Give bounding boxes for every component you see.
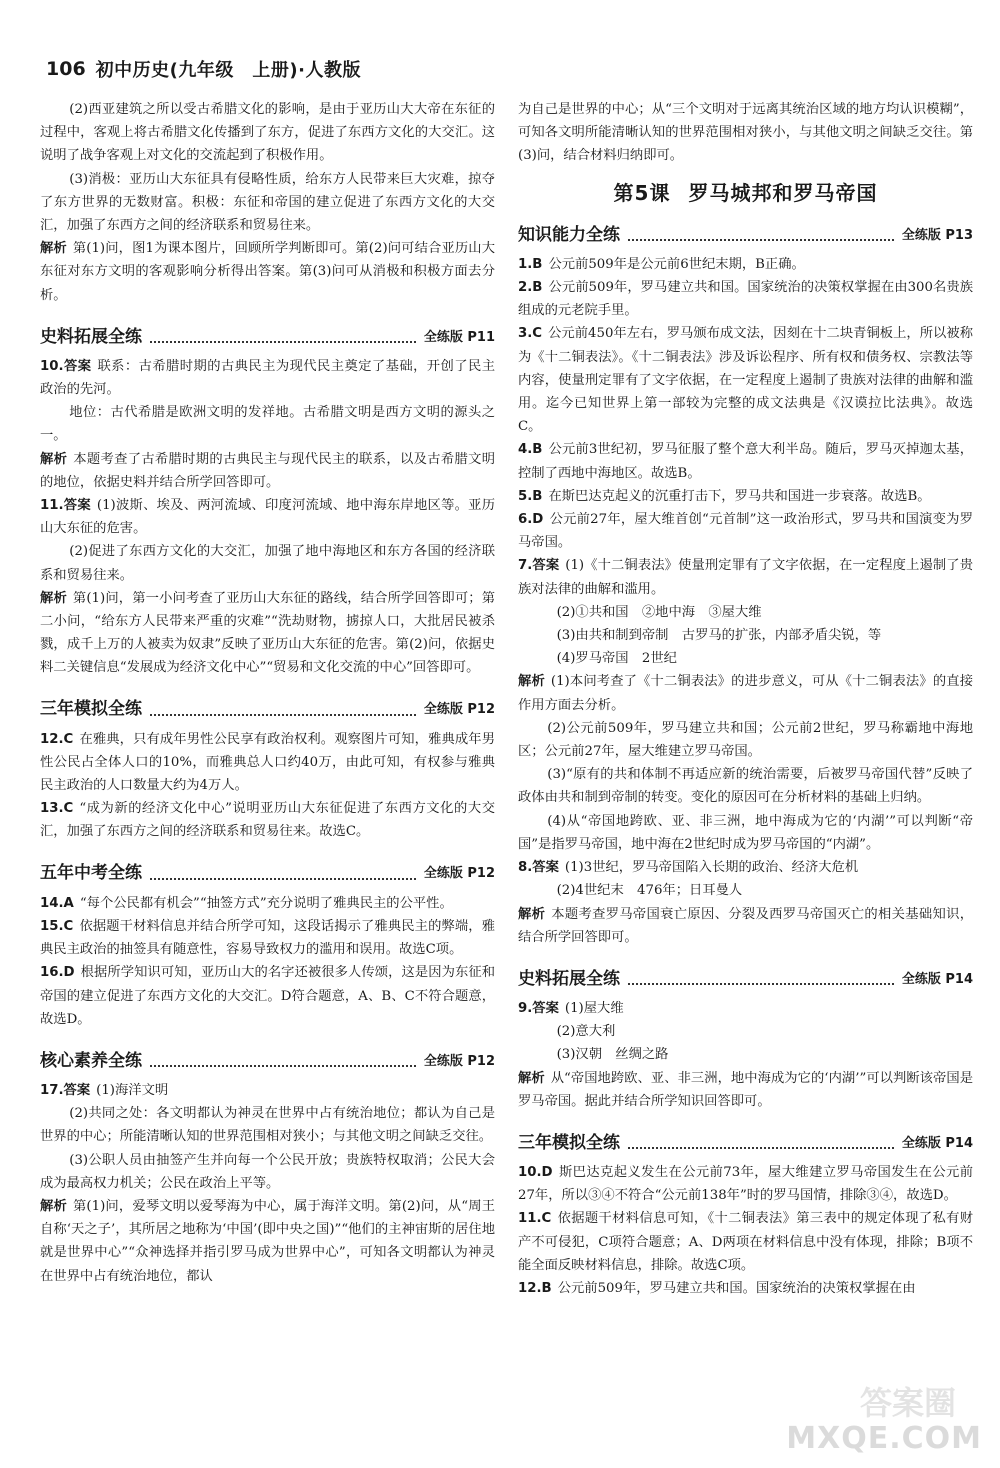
- question-label: 7.答案: [518, 558, 560, 574]
- section-divider: [628, 983, 894, 985]
- analysis-label: 解析: [518, 1070, 545, 1086]
- section-heading: [40, 321, 495, 349]
- answer-text: (1)屋大维: [564, 1000, 624, 1016]
- answer-item: [40, 961, 495, 1031]
- analysis-paragraph: [518, 670, 973, 716]
- question-label: 14.A: [40, 895, 74, 911]
- answer-item: [518, 554, 973, 600]
- answer-item: [518, 438, 973, 484]
- section-divider: [150, 878, 416, 880]
- answer-paragraph: (2)共同之处：各文明都认为神灵在世界中占有统治地位；都认为自己是世界的中心；所能清晰认知的世界范围相对狭小；与其他文明之间缺乏交往。: [40, 1106, 495, 1145]
- question-label: 5.B: [518, 488, 543, 504]
- section-title: 五年中考全练: [40, 863, 142, 884]
- answer-text: (1)海洋文明: [96, 1082, 169, 1098]
- section-title: 三年模拟全练: [40, 699, 142, 720]
- answer-item: [518, 1277, 973, 1300]
- answer-item: [518, 856, 973, 879]
- question-label: 8.答案: [518, 860, 559, 876]
- section-title: 核心素养全练: [40, 1050, 142, 1071]
- answer-paragraph: 地位：古代希腊是欧洲文明的发祥地。古希腊文明是西方文明的源头之一。: [40, 405, 495, 444]
- answer-item: [40, 355, 495, 401]
- analysis-label: 解析: [40, 1198, 67, 1214]
- analysis-paragraph: [518, 1067, 973, 1113]
- analysis-text: 第(1)问，爱琴文明以爱琴海为中心，属于海洋文明。第(2)问，从“周王自称‘天之子’，其所居之地称为‘中国’(即中央之国)”“他们的主神宙斯的居住地就是世界中心”“众神选择并指引罗马成为世界中心”，可知各文明都认为神灵在世界中占有统治地位，都认: [40, 1198, 496, 1284]
- section-heading: [40, 694, 495, 722]
- answer-item: [518, 997, 973, 1020]
- analysis-label: 解析: [40, 451, 68, 467]
- book-title: 初中历史(九年级 上册)·人教版: [95, 60, 361, 81]
- lesson-title: [518, 182, 973, 205]
- question-label: 1.B: [518, 256, 543, 272]
- question-label: 11.C: [518, 1211, 552, 1227]
- answer-text: 公元前509年是公元前6世纪末期，B正确。: [548, 256, 805, 272]
- continued-paragraph: 为自己是世界的中心；从“三个文明对于远离其统治区域的地方均认识模糊”，可知各文明所能清晰认知的世界范围相对狭小，与其他文明之间缺乏交往。第(3)问，结合材料归纳即可。: [518, 102, 973, 164]
- answer-text: (1)波斯、埃及、两河流域、印度河流域、地中海东岸地区等。亚历山大东征的危害。: [40, 498, 495, 537]
- answer-paragraph: (2)西亚建筑之所以受古希腊文化的影响，是由于亚历山大大帝在东征的过程中，客观上将古希腊文化传播到了东方，促进了东西方文化的大交汇。这说明了战争客观上对文化的交流起到了积极作用。: [40, 102, 495, 164]
- answer-item: [518, 1207, 973, 1277]
- answer-text: 在斯巴达克起义的沉重打击下，罗马共和国进一步衰落。故选B。: [548, 488, 931, 504]
- section-title: 三年模拟全练: [518, 1132, 620, 1153]
- answer-paragraph: (2)促进了东西方文化的大交汇，加强了地中海地区和东方各国的经济联系和贸易往来。: [40, 544, 495, 583]
- answer-text: 联系：古希腊时期的古典民主为现代民主奠定了基础，开创了民主政治的先河。: [40, 358, 495, 398]
- answer-item: [518, 1161, 973, 1207]
- answer-text: 公元前27年，屋大维首创“元首制”这一政治形式，罗马共和国演变为罗马帝国。: [518, 512, 973, 551]
- answer-paragraph: (3)汉朝 丝绸之路: [556, 1047, 669, 1063]
- analysis-paragraph: [40, 448, 495, 494]
- answer-item: [40, 1079, 495, 1102]
- answer-item: [40, 728, 495, 798]
- section-ref: 全练版 P12: [423, 702, 495, 718]
- left-column: [40, 98, 495, 1288]
- section-ref: 全练版 P12: [423, 1053, 495, 1069]
- section-divider: [628, 1147, 894, 1149]
- question-label: 10.D: [518, 1164, 553, 1180]
- answer-paragraph: (2)①共和国 ②地中海 ③屋大维: [556, 604, 762, 620]
- section-divider: [150, 714, 416, 716]
- question-label: 10.答案: [40, 358, 92, 374]
- question-label: 11.答案: [40, 498, 91, 514]
- question-label: 4.B: [518, 442, 543, 458]
- answer-text: 根据所学知识可知，亚历山大的名字还被很多人传颂，这是因为东征和帝国的建立促进了东西方文化的大交汇。D符合题意，A、B、C不符合题意，故选D。: [40, 965, 495, 1027]
- answer-item: [40, 892, 495, 915]
- section-title: 史料拓展全练: [40, 326, 142, 347]
- answer-text: 依据题干材料信息并结合所学可知，这段话揭示了雅典民主的弊端，雅典民主政治的抽签具有随意性，容易导致权力的滥用和误用。故选C项。: [40, 918, 495, 958]
- answer-text: 公元前3世纪初，罗马征服了整个意大利半岛。随后，罗马灭掉迦太基，控制了西地中海地区。故选B。: [518, 442, 973, 481]
- page-number: 106: [46, 58, 86, 80]
- page-header: [46, 52, 361, 86]
- question-label: 3.C: [518, 326, 543, 342]
- analysis-text: 第(1)问，第一小问考查了亚历山大东征的路线，结合所学回答即可；第二小问，“给东方人民带来严重的灾难”“洗劫财物，掳掠人口，大批居民被杀戮，成千上万的人被卖为奴隶”反映了亚历山大东征的危害。第(2)问，依据史料二关键信息“发展成为经济文化中心”“贸易和文化交流的中心”回答即可。: [40, 590, 495, 676]
- answer-item: [518, 276, 973, 322]
- section-heading: [518, 1127, 973, 1155]
- analysis-label: 解析: [40, 590, 67, 606]
- answer-paragraph: (4)罗马帝国 2世纪: [556, 651, 677, 667]
- answer-text: 公元前450年左右，罗马颁布成文法，因刻在十二块青铜板上，所以被称为《十二铜表法》。《十二铜表法》涉及诉讼程序、所有权和债务权、宗教法等内容，使量刑定罪有了文字依据，在一定程度上遏制了贵族对法律的曲解和滥用。迄今已知世界上第一部较为完整的成文法典是《汉谟拉比法典》。故选C。: [518, 326, 973, 435]
- section-divider: [150, 1065, 416, 1067]
- question-label: 16.D: [40, 965, 75, 981]
- analysis-text: 本题考查了古希腊时期的古典民主与现代民主的联系，以及古希腊文明的地位，依据史料并结合所学回答即可。: [40, 451, 496, 490]
- answer-text: “每个公民都有机会”“抽签方式”充分说明了雅典民主的公平性。: [79, 895, 453, 911]
- analysis-label: 解析: [518, 674, 545, 690]
- question-label: 9.答案: [518, 1000, 559, 1016]
- lesson-number: 第5课: [613, 180, 671, 205]
- section-heading: [40, 1045, 495, 1073]
- section-ref: 全练版 P12: [423, 866, 495, 882]
- section-heading: [518, 219, 973, 247]
- answer-paragraph: (3)由共和制到帝制 古罗马的扩张，内部矛盾尖锐，等: [556, 628, 882, 644]
- section-ref: 全练版 P14: [901, 971, 973, 987]
- section-divider: [150, 341, 416, 343]
- lesson-name: 罗马城邦和罗马帝国: [688, 180, 878, 205]
- section-divider: [628, 239, 894, 241]
- answer-text: 公元前509年，罗马建立共和国。国家统治的决策权掌握在由300名贵族组成的元老院手里。: [518, 280, 973, 319]
- analysis-paragraph: [518, 903, 973, 949]
- analysis-paragraph: (3)“原有的共和体制不再适应新的统治需要，后被罗马帝国代替”反映了政体由共和制到帝制的转变。变化的原因可在分析材料的基础上归纳。: [518, 767, 973, 806]
- analysis-paragraph: (4)从“帝国地跨欧、亚、非三洲，地中海成为它的‘内湖’”可以判断“帝国”是指罗马帝国，地中海在2世纪时成为罗马帝国的“内湖”。: [518, 813, 973, 852]
- question-label: 6.D: [518, 512, 544, 528]
- answer-item: [40, 915, 495, 961]
- question-label: 17.答案: [40, 1082, 91, 1098]
- answer-paragraph: (2)4世纪末 476年；日耳曼人: [556, 883, 743, 899]
- answer-item: [40, 494, 495, 540]
- answer-text: 依据题干材料信息可知，《十二铜表法》第三表中的规定体现了私有财产不可侵犯，C项符合题意；A、D两项在材料信息中没有体现，排除；B项不能全面反映材料信息，排除。故选C项。: [518, 1211, 973, 1273]
- answer-item: [518, 253, 973, 276]
- analysis-paragraph: [40, 237, 495, 307]
- answer-item: [40, 797, 495, 843]
- section-heading: [518, 963, 973, 991]
- right-column: [518, 98, 973, 1300]
- analysis-paragraph: [40, 587, 495, 680]
- answer-text: (1)3世纪，罗马帝国陷入长期的政治、经济大危机: [564, 860, 859, 876]
- section-ref: 全练版 P14: [901, 1135, 973, 1151]
- watermark-cn: 答案圈: [859, 1384, 956, 1422]
- answer-text: (1)《十二铜表法》使量刑定罪有了文字依据，在一定程度上遏制了贵族对法律的曲解和滥用。: [518, 558, 973, 597]
- section-ref: 全练版 P11: [423, 329, 495, 345]
- answer-text: 斯巴达克起义发生在公元前73年，屋大维建立罗马帝国发生在公元前27年，所以③④不符合“公元前138年”时的罗马国情，排除③④，故选D。: [518, 1164, 973, 1204]
- answer-paragraph: (3)公职人员由抽签产生并向每一个公民开放；贵族特权取消；公民大会成为最高权力机关；公民在政治上平等。: [40, 1152, 495, 1191]
- section-title: 史料拓展全练: [518, 968, 620, 989]
- watermark-en: MXQE.COM: [786, 1421, 982, 1456]
- answer-paragraph: (3)消极：亚历山大东征具有侵略性质，给东方人民带来巨大灾难，掠夺了东方世界的无数财富。积极：东征和帝国的建立促进了东西方文化的大交汇，加强了东西方之间的经济联系和贸易往来。: [40, 171, 495, 234]
- answer-text: 在雅典，只有成年男性公民享有政治权利。观察图片可知，雅典成年男性公民占全体人口的10%，而雅典总人口约40万，由此可知，有权参与雅典民主政治的人口数量大约为4万人。: [40, 731, 495, 794]
- question-label: 12.C: [40, 731, 74, 747]
- question-label: 13.C: [40, 801, 74, 817]
- site-watermark: [786, 1382, 986, 1460]
- question-label: 12.B: [518, 1280, 552, 1296]
- analysis-text: (1)本问考查了《十二铜表法》的进步意义，可从《十二铜表法》的直接作用方面去分析。: [518, 674, 973, 713]
- answer-text: “成为新的经济文化中心”说明亚历山大东征促进了东西方文化的大交汇，加强了东西方之间的经济联系和贸易往来。故选C。: [40, 801, 495, 840]
- analysis-text: 从“帝国地跨欧、亚、非三洲，地中海成为它的‘内湖’”可以判断该帝国是罗马帝国。据此并结合所学知识回答即可。: [518, 1070, 973, 1109]
- analysis-label: 解析: [40, 241, 67, 257]
- analysis-paragraph: (2)公元前509年，罗马建立共和国；公元前2世纪，罗马称霸地中海地区；公元前27年，屋大维建立罗马帝国。: [518, 720, 973, 760]
- analysis-label: 解析: [518, 906, 546, 922]
- question-label: 15.C: [40, 918, 74, 934]
- answer-item: [518, 322, 973, 438]
- answer-item: [518, 485, 973, 508]
- analysis-paragraph: [40, 1195, 495, 1288]
- answer-item: [518, 508, 973, 554]
- analysis-text: 本题考查罗马帝国衰亡原因、分裂及西罗马帝国灭亡的相关基础知识，结合所学回答即可。: [518, 906, 974, 945]
- section-heading: [40, 858, 495, 886]
- analysis-text: 第(1)问，图1为课本图片，回顾所学判断即可。第(2)问可结合亚历山大东征对东方文明的客观影响分析得出答案。第(3)问可从消极和积极方面去分析。: [40, 241, 495, 303]
- question-label: 2.B: [518, 280, 543, 296]
- answer-text: 公元前509年，罗马建立共和国。国家统治的决策权掌握在由: [557, 1280, 916, 1296]
- section-title: 知识能力全练: [518, 224, 620, 245]
- answer-paragraph: (2)意大利: [556, 1024, 616, 1040]
- section-ref: 全练版 P13: [901, 227, 973, 243]
